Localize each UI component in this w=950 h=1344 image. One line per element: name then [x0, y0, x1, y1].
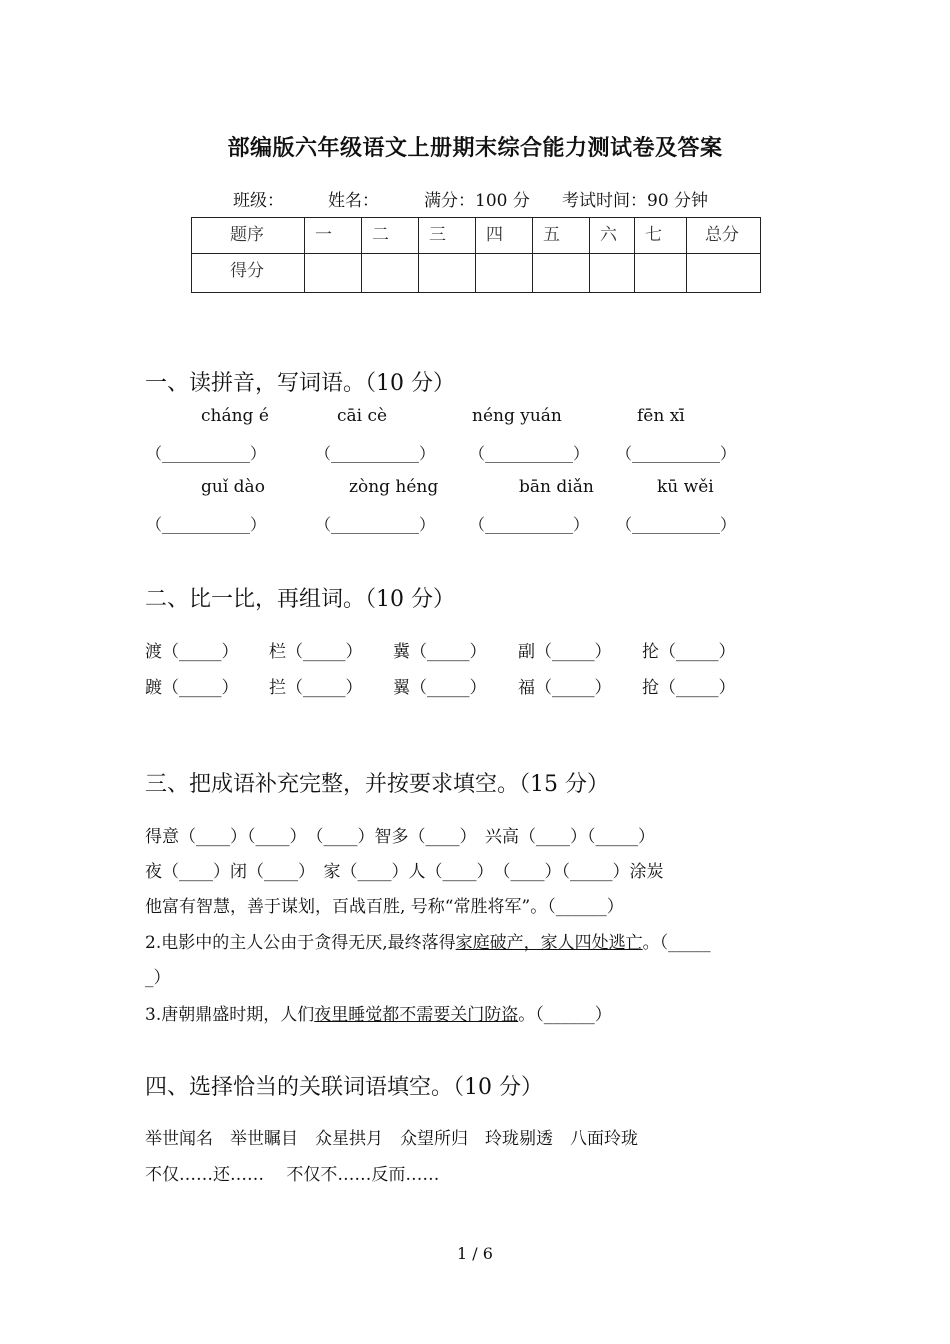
score-cell[interactable]	[305, 254, 362, 293]
compare-item[interactable]: 冀（_____）	[393, 642, 487, 662]
header-cell: 题序	[192, 218, 305, 254]
answer-blank[interactable]: 。（_____	[642, 933, 711, 953]
score-table-score-row	[192, 254, 761, 293]
word-bank: 举世闻名 举世瞩目 众星拱月 众望所归 玲珑剔透 八面玲珑	[145, 1129, 638, 1149]
pinyin: zòng héng	[349, 477, 439, 497]
score-cell[interactable]	[590, 254, 635, 293]
answer-blank[interactable]: （___________）	[469, 444, 590, 463]
score-cell[interactable]	[362, 254, 419, 293]
header-cell: 总分	[687, 218, 761, 254]
compare-item[interactable]: 抢（_____）	[642, 678, 736, 698]
score-cell[interactable]	[419, 254, 476, 293]
compare-item[interactable]: 渡（_____）	[145, 642, 239, 662]
header-cell: 四	[476, 218, 533, 254]
answer-blank-continued[interactable]: _）	[145, 968, 171, 988]
underlined-phrase: 夜里睡觉都不需要关门防盗	[314, 1005, 519, 1025]
header-cell: 七	[635, 218, 687, 254]
section-2-title: 二、比一比，再组词。（10 分）	[145, 587, 455, 612]
score-cell[interactable]	[635, 254, 687, 293]
question-text: 2.电影中的主人公由于贪得无厌,最终落得	[145, 933, 456, 953]
compare-item[interactable]: 栏（_____）	[269, 642, 363, 662]
pinyin: guǐ dào	[201, 477, 265, 497]
exam-time-label: 考试时间：90 分钟	[562, 191, 709, 211]
answer-blank[interactable]: （___________）	[469, 515, 590, 534]
header-cell: 一	[305, 218, 362, 254]
question-line[interactable]	[145, 928, 711, 953]
idiom-line[interactable]: 夜（____）闭（____） 家（____）人（____） （____）（_____）涂炭	[145, 862, 664, 882]
section-1-title: 一、读拼音，写词语。（10 分）	[145, 371, 455, 396]
pinyin: cháng é	[201, 406, 269, 426]
pinyin: fēn xī	[637, 406, 685, 426]
header-cell: 三	[419, 218, 476, 254]
compare-item[interactable]: 福（_____）	[518, 678, 612, 698]
question-line[interactable]	[145, 1000, 612, 1025]
pinyin: néng yuán	[472, 406, 562, 426]
underlined-phrase: 家庭破产，家人四处逃亡	[455, 933, 643, 953]
compare-item[interactable]: 副（_____）	[518, 642, 612, 662]
answer-blank[interactable]: 。（______）	[518, 1005, 612, 1025]
score-table-header-row	[192, 218, 761, 254]
answer-blank[interactable]: （___________）	[146, 515, 267, 534]
pinyin: cāi cè	[337, 406, 388, 426]
idiom-line[interactable]: 得意（____）（____） （____）智多（____） 兴高（____）（_____）	[145, 827, 655, 847]
answer-blank[interactable]: （___________）	[315, 444, 436, 463]
page-number: 1 / 6	[457, 1244, 493, 1263]
question-text: 3.唐朝鼎盛时期，人们	[145, 1005, 315, 1025]
full-score-label: 满分：100 分	[424, 191, 530, 211]
compare-item[interactable]: 抡（_____）	[642, 642, 736, 662]
class-label: 班级：	[233, 191, 284, 211]
compare-item[interactable]: 踱（_____）	[145, 678, 239, 698]
score-cell[interactable]	[476, 254, 533, 293]
section-4-title: 四、选择恰当的关联词语填空。（10 分）	[145, 1075, 543, 1100]
score-cell[interactable]	[533, 254, 590, 293]
header-cell: 二	[362, 218, 419, 254]
name-label: 姓名：	[328, 191, 379, 211]
answer-blank[interactable]: （___________）	[616, 515, 737, 534]
score-cell[interactable]	[687, 254, 761, 293]
answer-blank[interactable]: （___________）	[315, 515, 436, 534]
connective-bank: 不仅……还…… 不仅不……反而……	[145, 1165, 440, 1185]
row-label-cell: 得分	[192, 254, 305, 293]
answer-blank[interactable]: （___________）	[616, 444, 737, 463]
score-table	[191, 217, 761, 293]
header-cell: 六	[590, 218, 635, 254]
pinyin: bān diǎn	[519, 477, 594, 497]
section-3-title: 三、把成语补充完整，并按要求填空。（15 分）	[145, 772, 609, 797]
page-title: 部编版六年级语文上册期末综合能力测试卷及答案	[227, 135, 723, 161]
pinyin: kū wěi	[657, 477, 714, 497]
compare-item[interactable]: 翼（_____）	[393, 678, 487, 698]
compare-item[interactable]: 拦（_____）	[269, 678, 363, 698]
answer-blank[interactable]: （___________）	[146, 444, 267, 463]
header-cell: 五	[533, 218, 590, 254]
question-line[interactable]: 他富有智慧，善于谋划，百战百胜, 号称“常胜将军”。（______）	[145, 897, 624, 917]
